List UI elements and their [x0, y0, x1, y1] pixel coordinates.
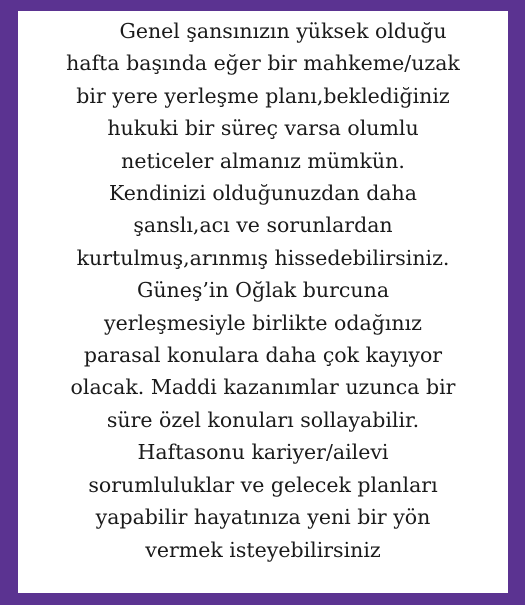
text-line: Güneş’in Oğlak burcuna [136, 278, 390, 303]
horoscope-text [24, 15, 502, 566]
text-line: yerleşmesiyle birlikte odağınız [104, 310, 422, 335]
text-line: yapabilir hayatınıza yeni bir yön [95, 505, 431, 530]
text-line: bir yere yerleşme planı,beklediğiniz [76, 83, 450, 108]
text-line: hafta başında eğer bir mahkeme/uzak [66, 51, 460, 76]
text-line: Haftasonu kariyer/ailevi [137, 440, 389, 465]
text-line: şanslı,acı ve sorunlardan [133, 213, 393, 238]
text-line: vermek isteyebilirsiniz [145, 537, 381, 562]
text-line: süre özel konuları sollayabilir. [106, 407, 420, 432]
text-card [18, 11, 508, 593]
text-line: neticeler almanız mümkün. [121, 148, 405, 173]
text-line: olacak. Maddi kazanımlar uzunca bir [70, 375, 456, 400]
text-line: Kendinizi olduğunuzdan daha [108, 181, 417, 206]
text-line: Genel şansınızın yüksek olduğu [119, 19, 447, 43]
text-line: sorumluluklar ve gelecek planları [88, 472, 438, 497]
text-line: hukuki bir süreç varsa olumlu [107, 116, 419, 141]
text-line: kurtulmuş,arınmış hissedebilirsiniz. [76, 245, 450, 270]
text-line: parasal konulara daha çok kayıyor [83, 343, 443, 368]
